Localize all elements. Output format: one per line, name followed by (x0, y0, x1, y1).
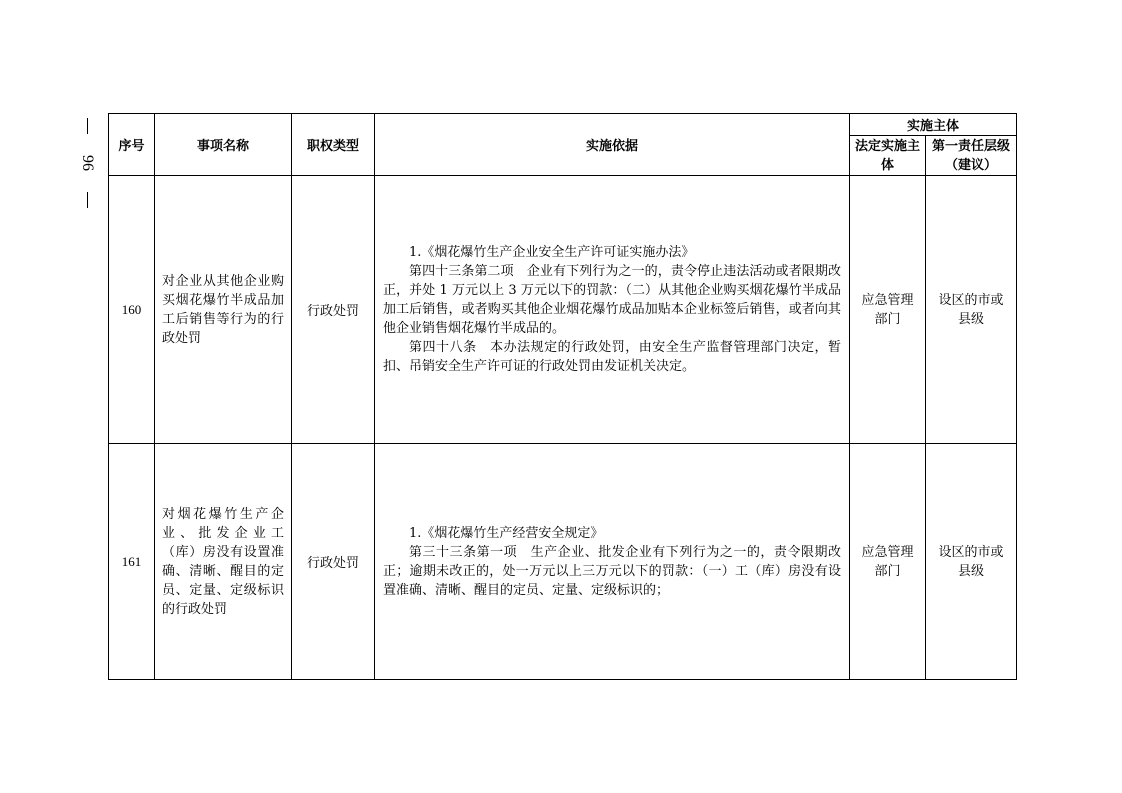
row-name: 对烟花爆竹生产企业、批发企业工（库）房没有设置准确、清晰、醒目的定员、定量、定级标识的行政处罚 (155, 444, 292, 680)
page-number-text: 96 (79, 155, 96, 171)
row-level: 设区的市或县级 (926, 176, 1017, 444)
row-basis (375, 176, 850, 444)
row-seq: 161 (109, 444, 155, 680)
basis-paragraph: 第三十三条第一项 生产企业、批发企业有下列行为之一的，责令限期改正；逾期未改正的，处一万元以上三万元以下的罚款：（一）工（库）房没有设置准确、清晰、醒目的定员、定量、定级标识的； (383, 544, 841, 598)
row-name: 对企业从其他企业购买烟花爆竹半成品加工后销售等行为的行政处罚 (155, 176, 292, 444)
basis-paragraph: 1.《烟花爆竹生产企业安全生产许可证实施办法》 (409, 245, 695, 260)
row-legal-subject: 应急管理部门 (850, 176, 926, 444)
enforcement-table (108, 113, 1017, 680)
row-type: 行政处罚 (292, 444, 375, 680)
header-basis: 实施依据 (375, 114, 850, 176)
header-type: 职权类型 (292, 114, 375, 176)
row-seq: 160 (109, 176, 155, 444)
row-type: 行政处罚 (292, 176, 375, 444)
page-number-dash-bottom (87, 192, 88, 208)
header-seq: 序号 (109, 114, 155, 176)
header-level: 第一责任层级（建议） (926, 136, 1017, 176)
table-row (109, 176, 1017, 444)
row-level: 设区的市或县级 (926, 444, 1017, 680)
row-basis (375, 444, 850, 680)
header-subject-group: 实施主体 (850, 114, 1017, 136)
basis-paragraph: 第四十三条第二项 企业有下列行为之一的，责令停止违法活动或者限期改正，并处 1 万元以上 3 万元以下的罚款：（二）从其他企业购买烟花爆竹半成品加工后销售，或者购买其他企业烟花爆竹成品加贴本企业标签后销售，或者向其他企业销售烟花爆竹半成品的。 (383, 264, 841, 336)
header-legal-subject: 法定实施主体 (850, 136, 926, 176)
page-number (70, 118, 104, 208)
page-number-dash-top (87, 118, 88, 134)
basis-paragraph: 第四十八条 本办法规定的行政处罚，由安全生产监督管理部门决定，暂扣、吊销安全生产许可证的行政处罚由发证机关决定。 (383, 340, 841, 374)
header-name: 事项名称 (155, 114, 292, 176)
row-legal-subject: 应急管理部门 (850, 444, 926, 680)
basis-paragraph: 1.《烟花爆竹生产经营安全规定》 (409, 525, 604, 541)
table-row (109, 444, 1017, 680)
